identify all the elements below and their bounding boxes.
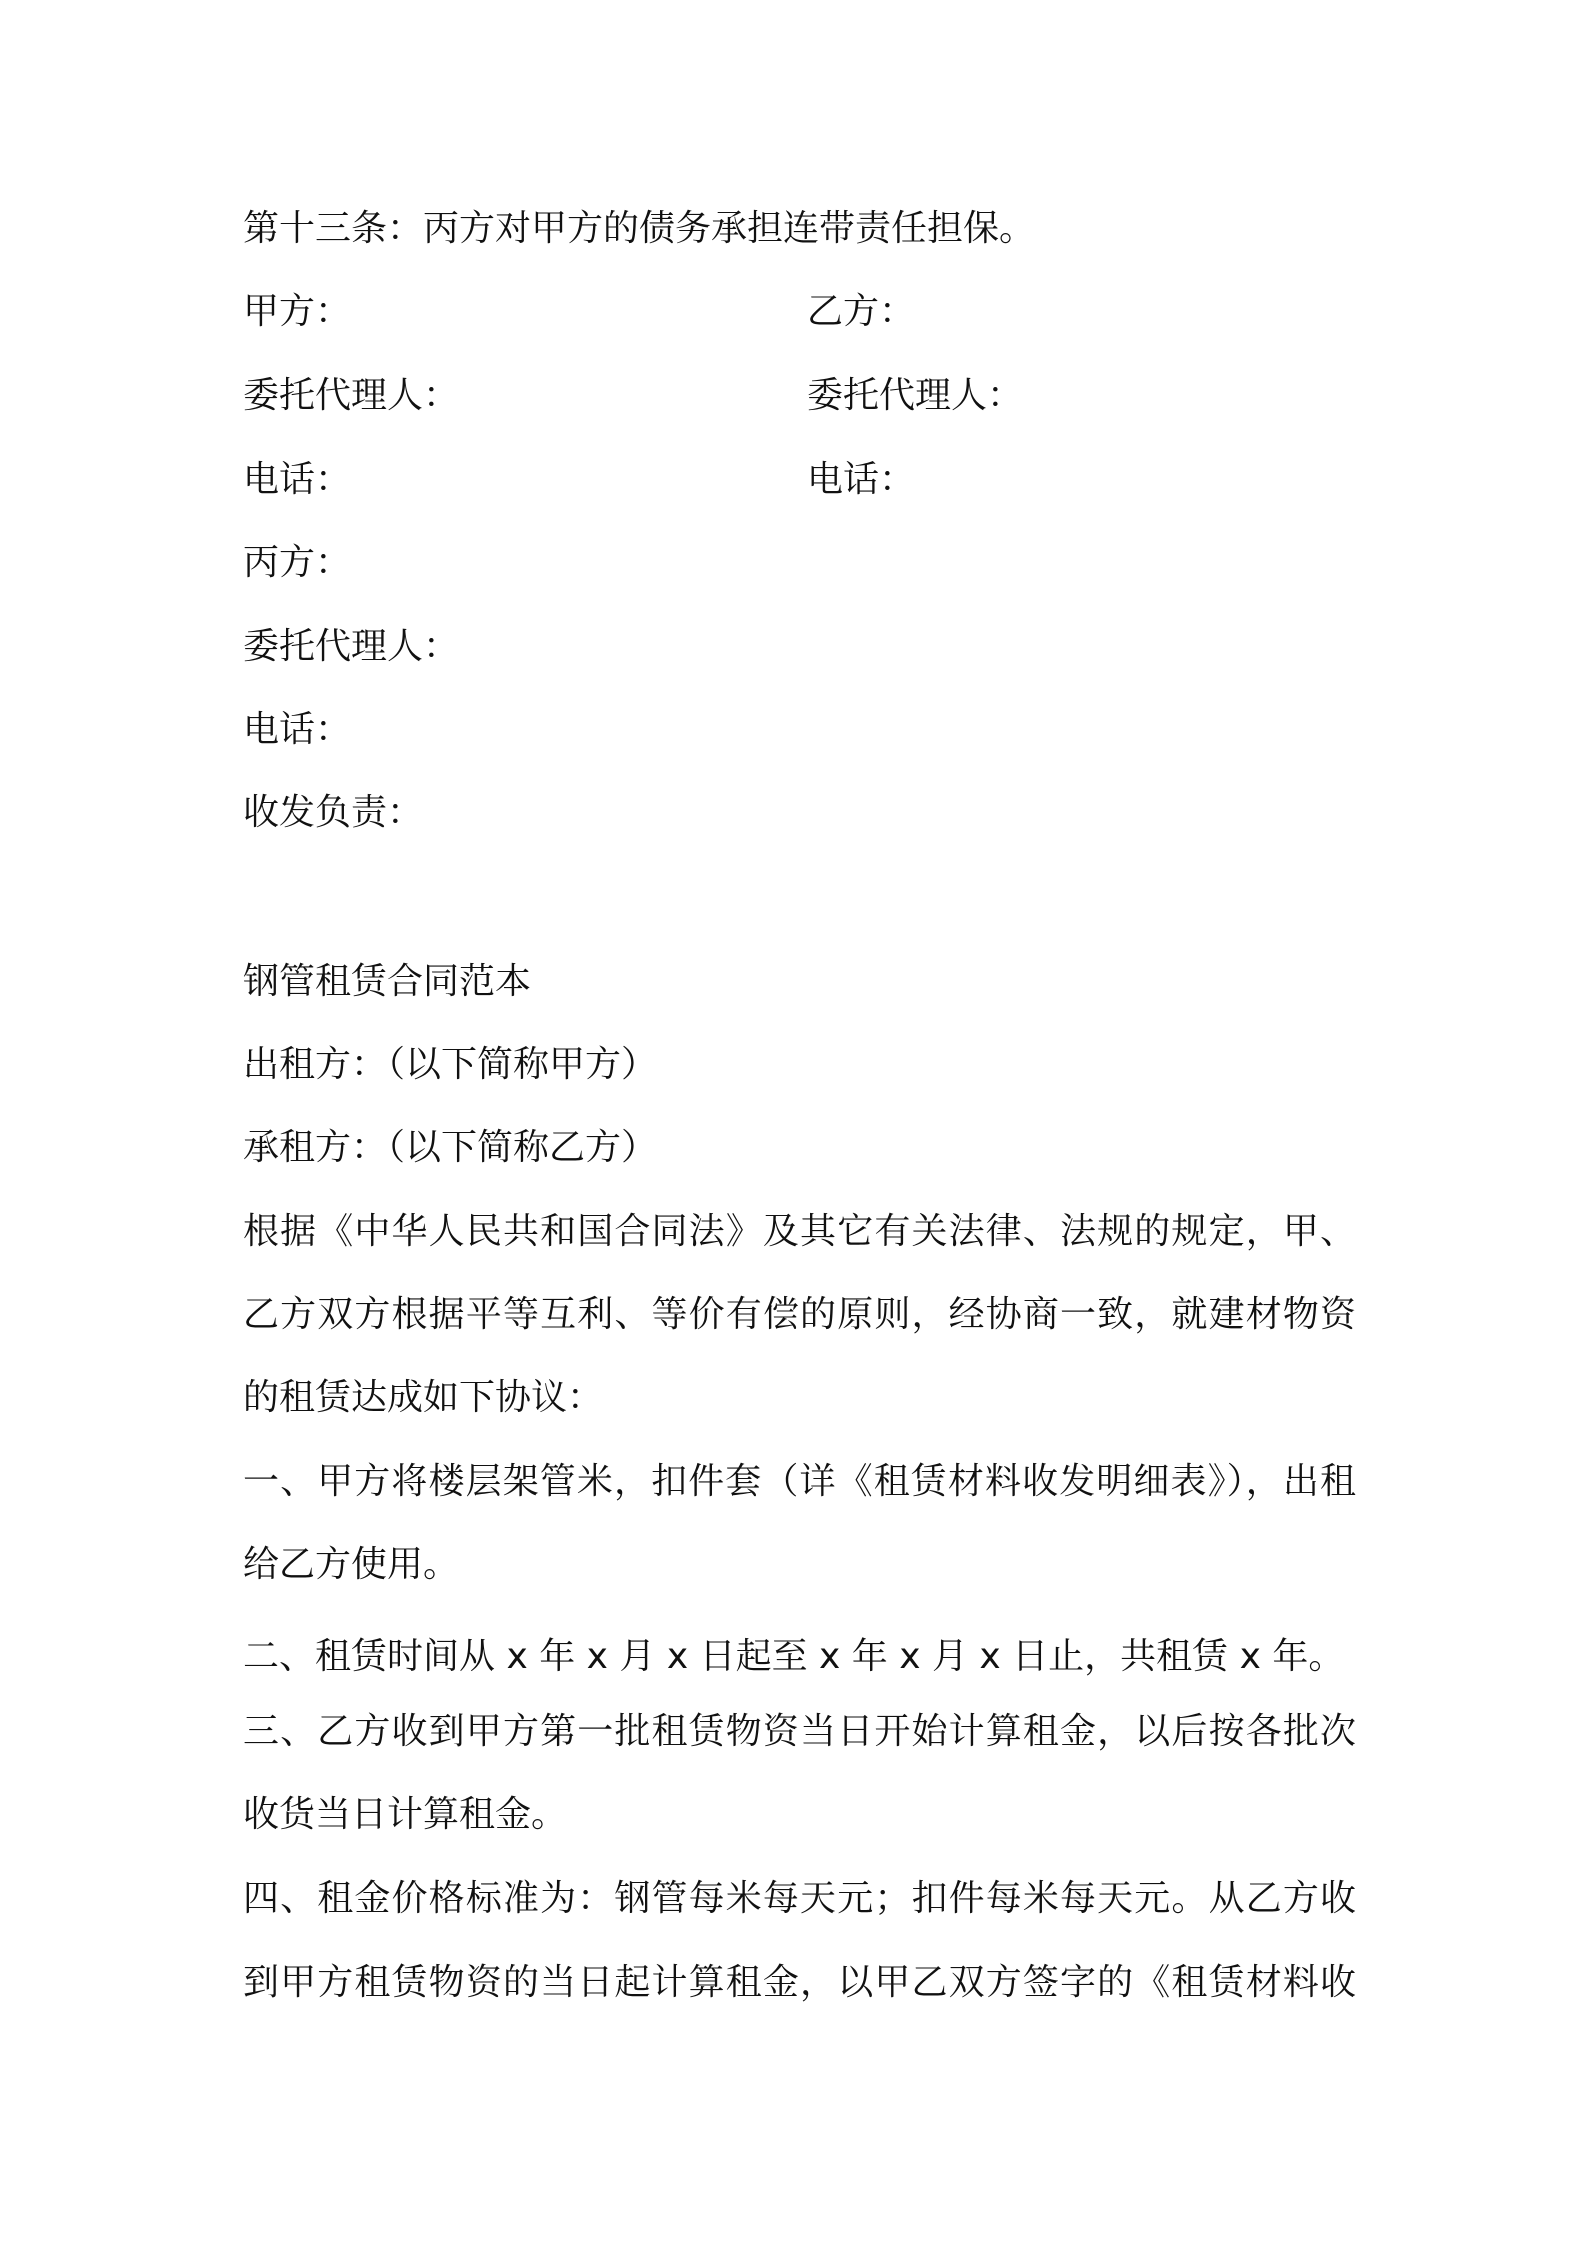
party-a-agent: 委托代理人： bbox=[243, 375, 460, 416]
preamble-line-3: 的租赁达成如下协议： bbox=[243, 1377, 604, 1418]
article-4-line-1: 四、租金价格标准为：钢管每米每天元；扣件每米每天元。从乙方收 bbox=[243, 1878, 1356, 1919]
party-c-phone: 电话： bbox=[243, 709, 352, 750]
contract-title: 钢管租赁合同范本 bbox=[243, 961, 532, 1002]
article-3-line-2: 收货当日计算租金。 bbox=[243, 1794, 568, 1835]
preamble-line-1: 根据《中华人民共和国合同法》及其它有关法律、法规的规定，甲、 bbox=[243, 1211, 1356, 1252]
receiver-label: 收发负责： bbox=[243, 792, 424, 833]
article-4-line-2: 到甲方租赁物资的当日起计算租金，以甲乙双方签字的《租赁材料收 bbox=[243, 1962, 1356, 2003]
lessor-line: 出租方：（以下简称甲方） bbox=[243, 1044, 658, 1085]
party-b-label: 乙方： bbox=[807, 291, 916, 332]
lessee-line: 承租方：（以下简称乙方） bbox=[243, 1127, 658, 1168]
party-c-agent: 委托代理人： bbox=[243, 626, 460, 667]
party-b-phone: 电话： bbox=[807, 459, 916, 500]
guarantee-clause: 第十三条：丙方对甲方的债务承担连带责任担保。 bbox=[243, 208, 1036, 249]
party-a-label: 甲方： bbox=[243, 291, 352, 332]
party-a-phone: 电话： bbox=[243, 459, 352, 500]
article-2: 二、租赁时间从 x 年 x 月 x 日起至 x 年 x 月 x 日止，共租赁 x 年。 bbox=[243, 1636, 1345, 1677]
preamble-line-2: 乙方双方根据平等互利、等价有偿的原则，经协商一致，就建材物资 bbox=[243, 1294, 1356, 1335]
article-1-line-1: 一、甲方将楼层架管米，扣件套（详《租赁材料收发明细表》），出租 bbox=[243, 1461, 1356, 1502]
party-b-agent: 委托代理人： bbox=[807, 375, 1024, 416]
party-c-label: 丙方： bbox=[243, 542, 352, 583]
article-1-line-2: 给乙方使用。 bbox=[243, 1544, 460, 1585]
article-3-line-1: 三、乙方收到甲方第一批租赁物资当日开始计算租金，以后按各批次 bbox=[243, 1711, 1356, 1752]
